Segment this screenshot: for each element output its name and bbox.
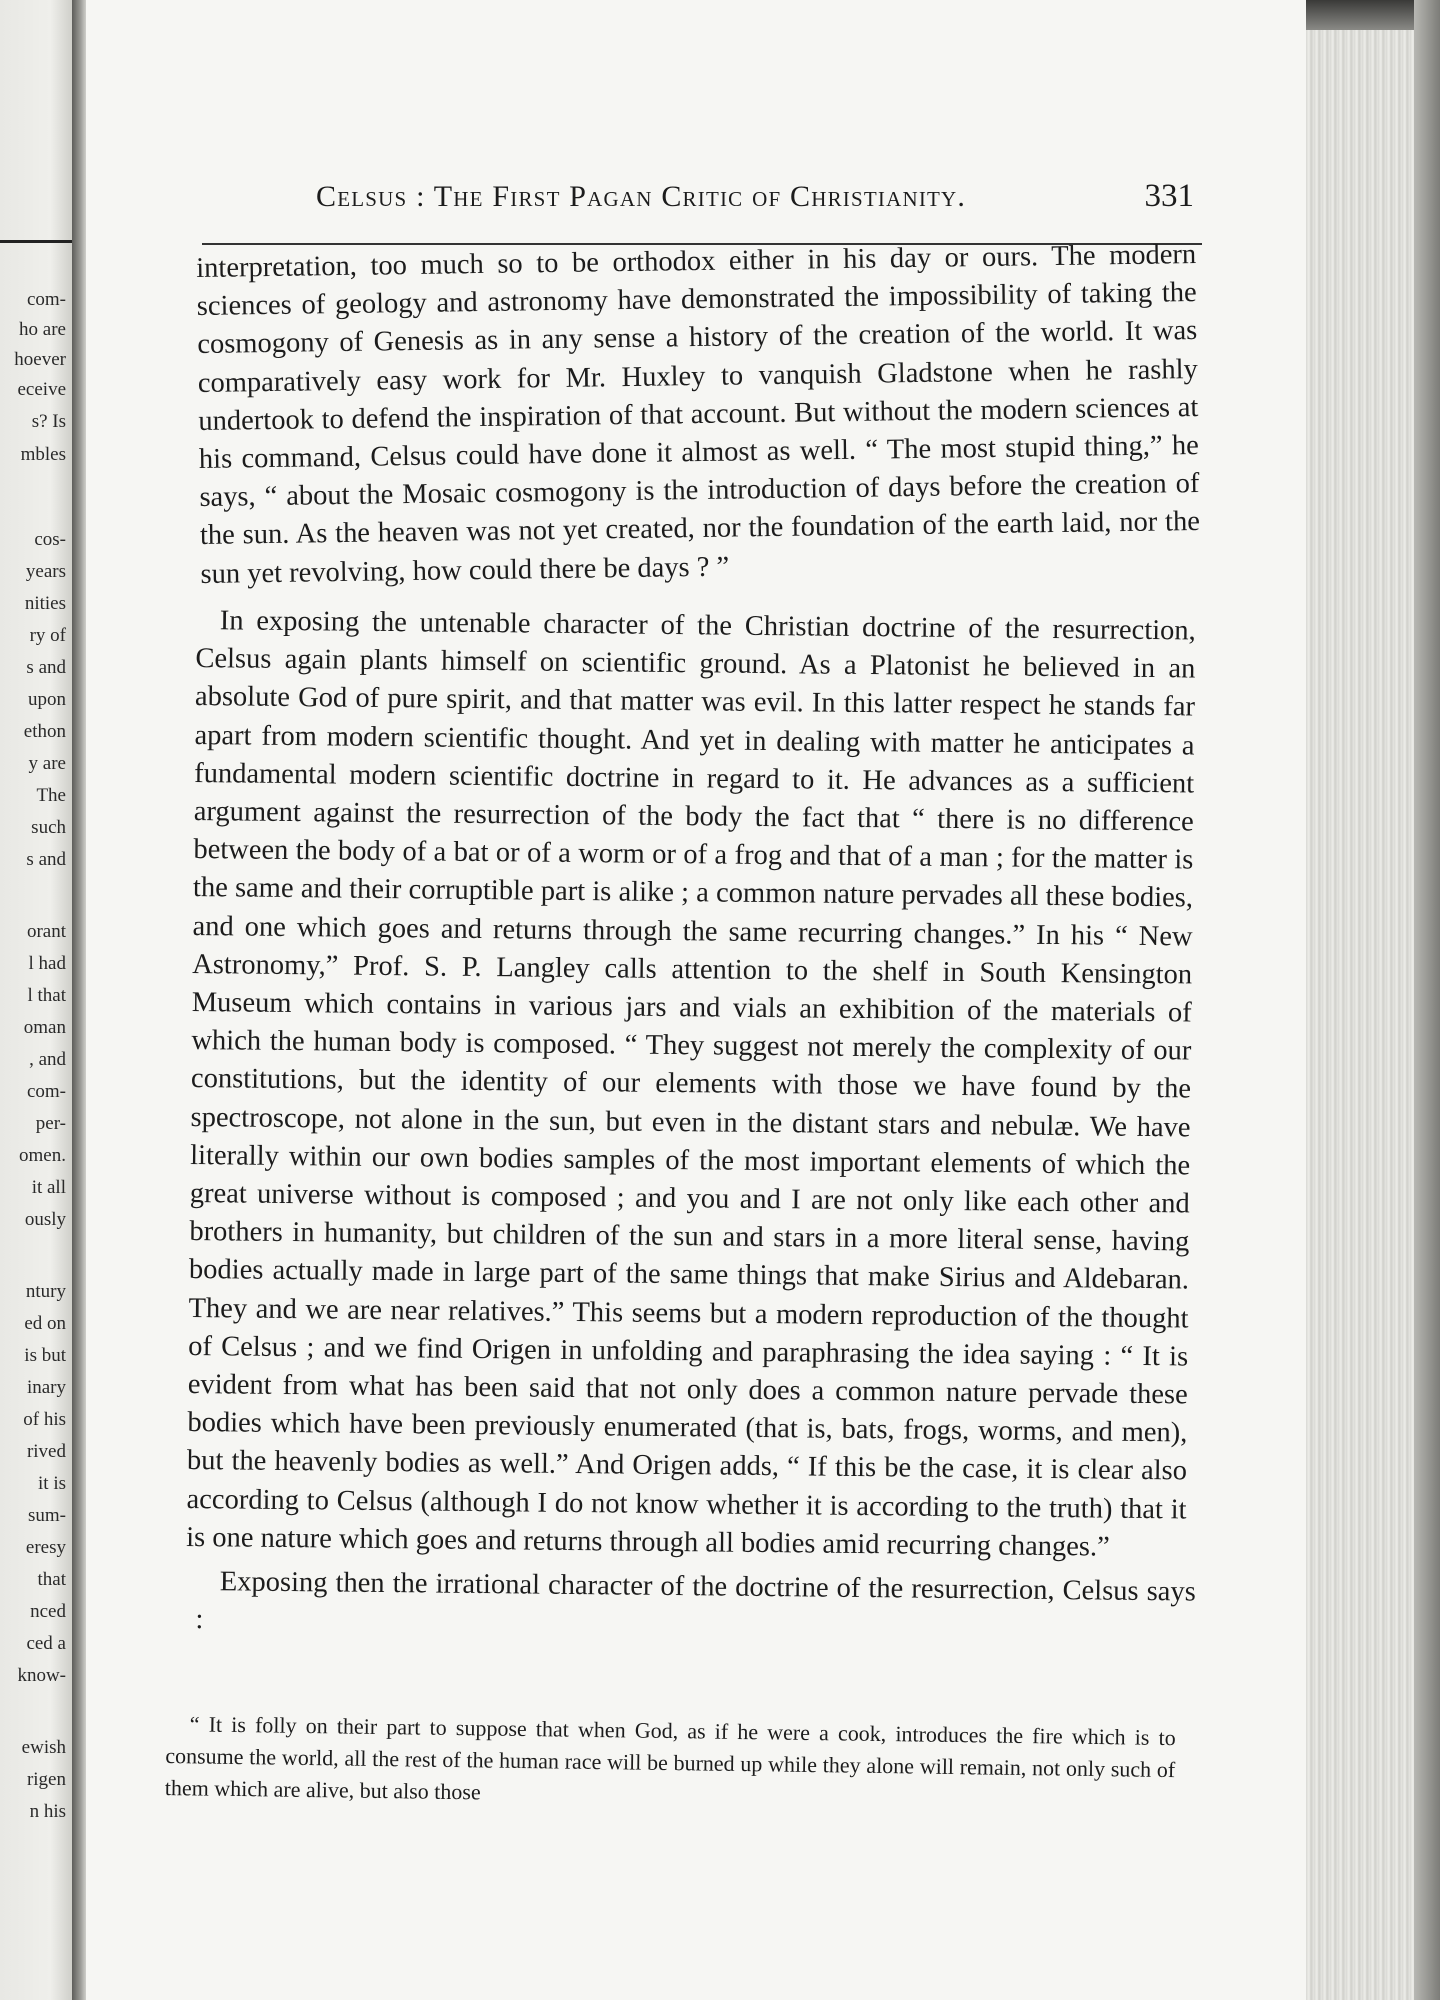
previous-page-fragment: it all bbox=[31, 1177, 66, 1198]
previous-page-fragment: The bbox=[36, 785, 66, 806]
previous-page-fragment: omen. bbox=[19, 1145, 66, 1166]
previous-page-fragment: ethon bbox=[23, 721, 66, 742]
previous-page-rule bbox=[0, 240, 72, 243]
previous-page-fragment: upon bbox=[28, 689, 66, 710]
previous-page-fragment: cos- bbox=[34, 529, 66, 550]
previous-page-edge bbox=[0, 0, 72, 2000]
previous-page-fragment: com- bbox=[26, 1081, 66, 1102]
quote-text: “ It is folly on their part to suppose that when God, as if he were a cook, introduces the fire which is to consume the world, all the rest of the human race will be burned up while they alone will remain, not only such of them which are alive, but also those bbox=[164, 1711, 1176, 1805]
block-quote bbox=[165, 1708, 1176, 1818]
previous-page-fragment: it is bbox=[38, 1473, 66, 1494]
previous-page-fragment: orant bbox=[26, 921, 66, 942]
previous-page-fragment: , and bbox=[29, 1049, 66, 1070]
previous-page-fragment: inary bbox=[26, 1377, 66, 1398]
previous-page-fragment: eceive bbox=[17, 379, 66, 400]
book-page bbox=[86, 0, 1306, 2000]
previous-page-fragment: years bbox=[25, 561, 66, 582]
previous-page-fragment: such bbox=[31, 817, 66, 838]
previous-page-fragment: s? Is bbox=[31, 411, 66, 432]
book-fore-edge bbox=[1306, 0, 1440, 2000]
previous-page-fragment: ntury bbox=[25, 1281, 66, 1302]
body-text bbox=[186, 239, 1201, 1639]
page-number: 331 bbox=[1144, 178, 1194, 214]
previous-page-fragment: nities bbox=[24, 593, 66, 614]
previous-page-fragment: ously bbox=[24, 1209, 66, 1230]
previous-page-fragment: ed on bbox=[24, 1313, 66, 1334]
previous-page-fragment: y are bbox=[28, 753, 66, 774]
previous-page-fragment: ced a bbox=[26, 1633, 66, 1654]
previous-page-fragment: sum- bbox=[28, 1505, 66, 1526]
running-head-title: Celsus : The First Pagan Critic of Christianity. bbox=[316, 180, 967, 213]
running-header bbox=[236, 172, 1204, 232]
paragraph: interpretation, too much so to be orthodox either in his day or ours. The modern sciences of geology and astronomy have demonstrated the impossibility of taking the cosmogony of Genesis as in any sense a history of the creation of the world. It was comparatively easy work for Mr. Huxley to vanquish Gladstone when he rashly undertook to defend the inspiration of that account. But without the modern sciences at his command, Celsus could have done it almost as well. “ The most stupid thing,” he says, “ about the Mosaic cosmogony is the introduction of days before the creation of the sun. As the heaven was not yet created, nor the foundation of the earth laid, nor the sun yet revolving, how could there be days ? ” bbox=[196, 239, 1201, 590]
previous-page-fragment: rigen bbox=[26, 1769, 66, 1790]
previous-page-fragment: rived bbox=[26, 1441, 66, 1462]
previous-page-fragment: mbles bbox=[20, 444, 66, 465]
previous-page-fragment: that bbox=[37, 1569, 66, 1590]
paragraph: In exposing the untenable character of the Christian doctrine of the resurrection, Celsus again plants himself on scientific ground. As a Platonist he believed in an absolute God of pure spirit, and that matter was evil. In this latter respect he stands far apart from modern scientific thought. And yet in dealing with matter he anticipates a fundamental modern scientific doctrine in regard to it. He advances as a sufficient argument against the resurrection of the body the fact that “ there is no difference between the body of a bat or of a worm or of a frog and that of a man ; for the matter is the same and their corruptible part is alike ; a common nature pervades all these bodies, and one which goes and returns through the same recurring changes.” In his “ New Astronomy,” Prof. S. P. Langley calls attention to the shelf in South Kensington Museum which contains in various jars and vials an exhibition of the materials of which the human body is composed. “ They suggest not merely the complexity of our constitutions, but the identity of our elements with those we have found by the spectroscope, not alone in the sun, but even in the distant stars and nebulæ. We have literally within our own bodies samples of the most important elements of which the great universe without is composed ; and you and I are not only like each other and brothers in humanity, but children of the sun and stars in a more literal sense, having bodies actually made in large part of the same things that make Sirius and Aldebaran. They and we are near relatives.” This seems but a modern reproduction of the thought of Celsus ; and we find Origen in unfolding and paraphrasing the idea saying : “ It is evident from what has been said that not only does a common nature pervade these bodies which have been previously enumerated (that is, bats, frogs, worms, and men), but the heavenly bodies as well.” And Origen adds, “ If this be the case, it is clear also according to Celsus (although I do not know whether it is according to the truth) that it is one nature which goes and returns through all bodies amid recurring changes.” bbox=[186, 605, 1196, 1563]
previous-page-fragment: com- bbox=[26, 289, 66, 310]
previous-page-fragment: l had bbox=[28, 953, 66, 974]
previous-page-fragment: ry of bbox=[29, 625, 66, 646]
previous-page-fragment: is but bbox=[24, 1345, 66, 1366]
previous-page-fragment: know- bbox=[17, 1665, 66, 1686]
previous-page-fragment: ewish bbox=[21, 1737, 66, 1758]
paragraph: Exposing then the irrational character of the doctrine of the resurrection, Celsus says : bbox=[195, 1566, 1196, 1636]
fore-edge-shadow bbox=[1414, 0, 1440, 2000]
previous-page-fragment: l that bbox=[27, 985, 66, 1006]
previous-page-fragment: per- bbox=[35, 1113, 66, 1134]
previous-page-fragment: of his bbox=[23, 1409, 66, 1430]
previous-page-fragment: s and bbox=[26, 657, 66, 678]
previous-page-fragment: s and bbox=[26, 849, 66, 870]
previous-page-fragment: eresy bbox=[25, 1537, 66, 1558]
previous-page-fragment: oman bbox=[23, 1017, 66, 1038]
previous-page-fragment: n his bbox=[29, 1801, 66, 1822]
previous-page-fragment: nced bbox=[30, 1601, 66, 1622]
previous-page-fragment: ho are bbox=[19, 319, 66, 340]
book-gutter bbox=[72, 0, 86, 2000]
previous-page-fragment: hoever bbox=[14, 349, 66, 370]
